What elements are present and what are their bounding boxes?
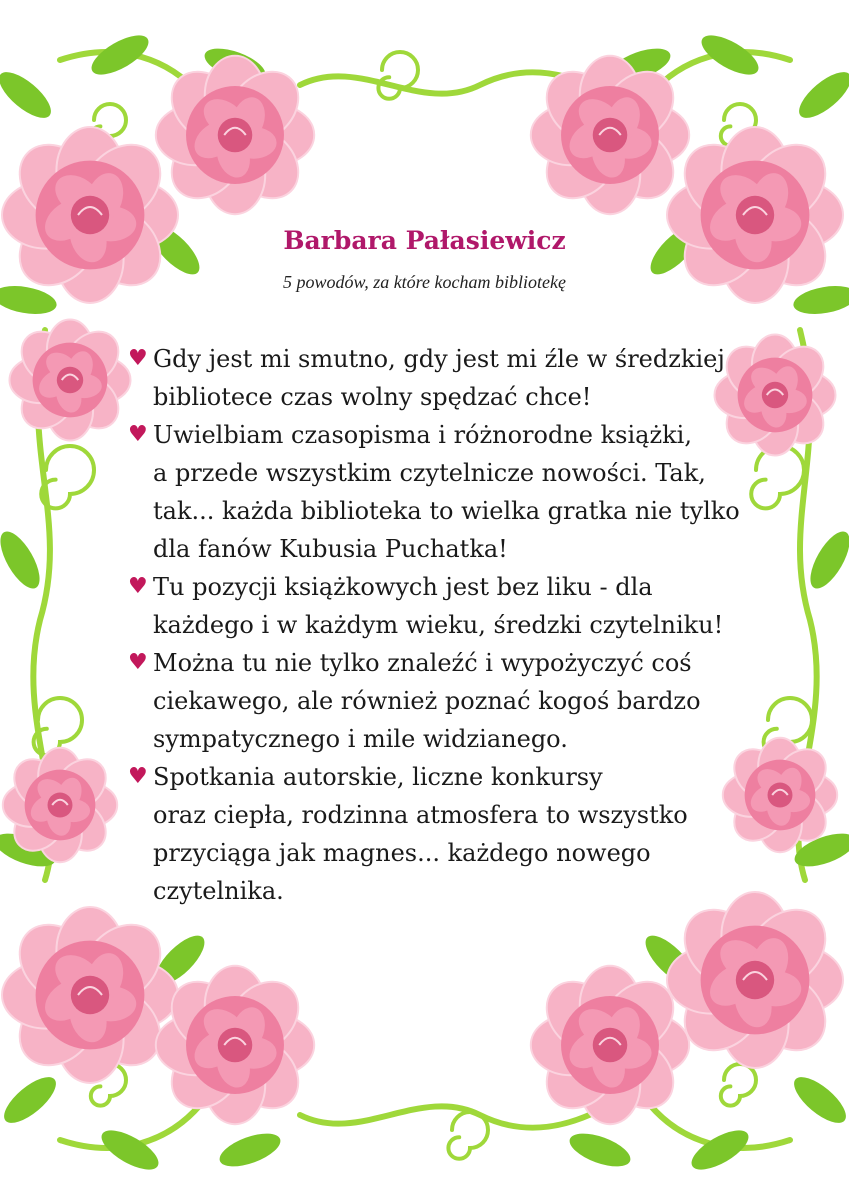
reason-line: Można tu nie tylko znaleźć i wypożyczyć coś: [153, 649, 692, 677]
leaf: [0, 1069, 63, 1130]
leaf: [787, 1069, 849, 1130]
reason-line: a przede wszystkim czytelnicze nowości. Tak,: [153, 459, 706, 487]
rose: [667, 892, 843, 1068]
reason-line: Tu pozycji książkowych jest bez liku - dla: [153, 573, 653, 601]
list-item: [128, 416, 748, 568]
reason-line: dla fanów Kubusia Puchatka!: [153, 535, 508, 563]
reason-line: oraz ciepła, rodzinna atmosfera to wszystko: [153, 801, 688, 829]
heart-icon: ♥: [128, 650, 148, 675]
leaf: [215, 1127, 284, 1173]
rose: [2, 907, 178, 1083]
rose: [3, 748, 117, 862]
rose: [531, 56, 689, 214]
leaf: [0, 526, 47, 594]
rose: [531, 966, 689, 1124]
reason-line: Spotkania autorskie, liczne konkursy: [153, 763, 603, 791]
reason-line: bibliotece czas wolny spędzać chce!: [153, 383, 592, 411]
rose: [156, 966, 314, 1124]
reason-line: każdego i w każdym wieku, średzki czytelniku!: [153, 611, 724, 639]
list-item: [128, 644, 748, 758]
leaf: [792, 64, 849, 125]
reason-line: tak... każda biblioteka to wielka gratka nie tylko: [153, 497, 740, 525]
leaf: [0, 64, 58, 125]
reason-line: ciekawego, ale również poznać kogoś bardzo: [153, 687, 701, 715]
rose: [156, 56, 314, 214]
heart-icon: ♥: [128, 422, 148, 447]
rose: [10, 320, 131, 441]
leaf: [803, 526, 849, 594]
reason-line: Uwielbiam czasopisma i różnorodne książki,: [153, 421, 692, 449]
heart-icon: ♥: [128, 764, 148, 789]
list-item: [128, 568, 748, 644]
reason-line: sympatycznego i mile widzianego.: [153, 725, 568, 753]
heart-icon: ♥: [128, 346, 148, 371]
leaf: [565, 1127, 634, 1173]
heart-icon: ♥: [128, 574, 148, 599]
reason-line: czytelnika.: [153, 877, 284, 905]
vine-curl: [448, 1112, 488, 1159]
page-title: Barbara Pałasiewicz: [283, 226, 566, 255]
list-item: [128, 758, 748, 910]
list-item: [128, 340, 748, 416]
reason-line: przyciąga jak magnes... każdego nowego: [153, 839, 651, 867]
page-subtitle: 5 powodów, za które kocham bibliotekę: [283, 272, 566, 292]
vine-curl: [721, 1064, 756, 1106]
reasons-list: [128, 340, 748, 910]
vine: [300, 1106, 600, 1127]
reason-line: Gdy jest mi smutno, gdy jest mi źle w średzkiej: [153, 345, 725, 373]
